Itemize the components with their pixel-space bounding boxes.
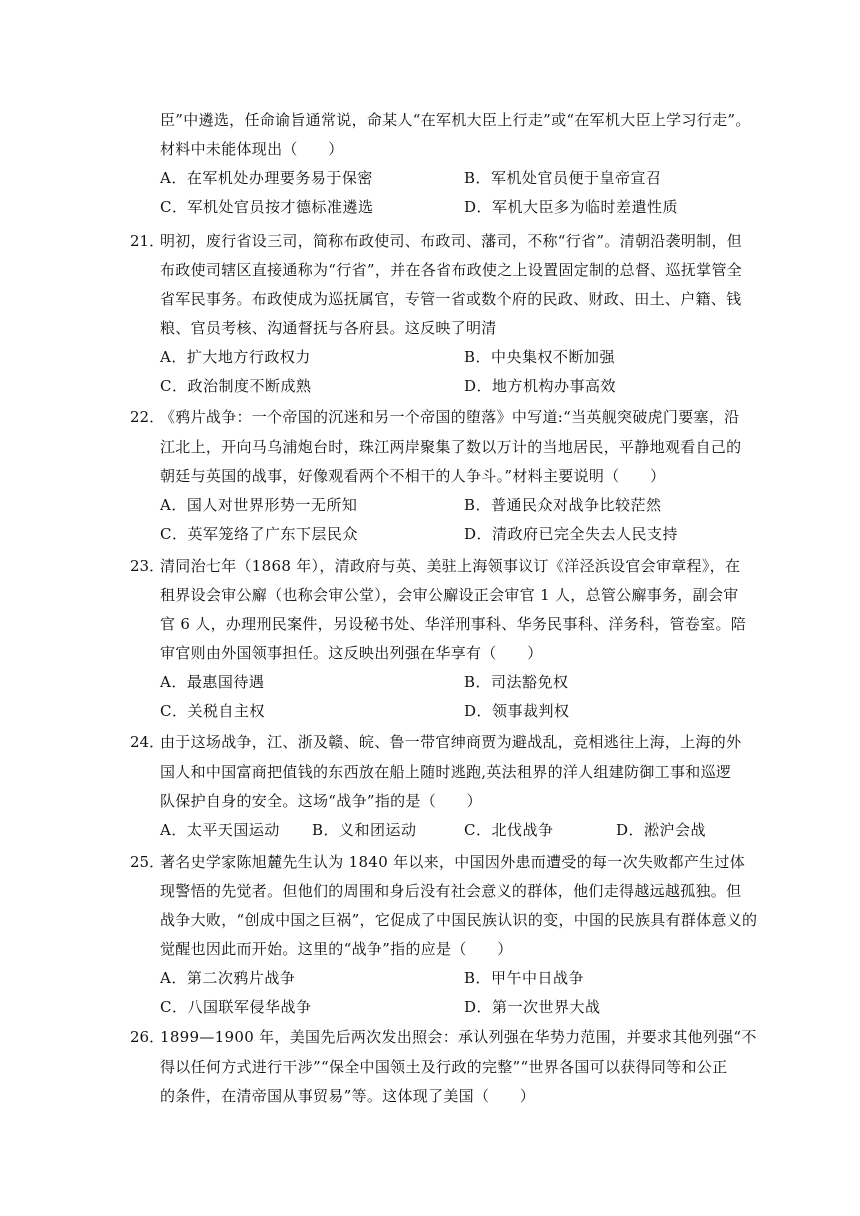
option-b: B．中央集权不断加强 — [464, 348, 616, 366]
option-a: A．在军机处办理要务易于保密 — [160, 169, 373, 187]
question-number: 24． — [130, 733, 165, 751]
option-d: D．领事裁判权 — [464, 702, 570, 720]
option-a: A．扩大地方行政权力 — [160, 348, 311, 366]
question-text-line: 明初，废行省设三司，简称布政使司、布政司、藩司，不称“行省”。清朝沿袭明制，但 — [160, 232, 743, 250]
option-a: A．太平天国运动 — [160, 821, 280, 839]
question-text-line: 朝廷与英国的战事，好像观看两个不相干的人争斗。”材料主要说明（ ） — [160, 467, 666, 485]
option-d: D．第一次世界大战 — [464, 998, 601, 1016]
question-text-line: 1899—1900 年，美国先后两次发出照会：承认列强在华势力范围，并要求其他列强“不 — [160, 1028, 757, 1046]
question-number: 23． — [130, 557, 165, 575]
option-d: D．军机大臣多为临时差遣性质 — [464, 198, 679, 216]
question-text-line: 队保护自身的安全。这场“战争”指的是（ ） — [160, 792, 482, 810]
question-number: 21． — [130, 232, 165, 250]
option-b: B．普通民众对战争比较茫然 — [464, 496, 662, 514]
option-a: A．国人对世界形势一无所知 — [160, 496, 358, 514]
option-c: C．政治制度不断成熟 — [160, 377, 312, 395]
option-c: C．北伐战争 — [464, 821, 554, 839]
question-number: 22． — [130, 408, 165, 426]
option-c: C．英军笼络了广东下层民众 — [160, 525, 358, 543]
question-text-line: 的条件，在清帝国从事贸易”等。这体现了美国（ ） — [160, 1087, 536, 1105]
question-text-line: 江北上，开向马乌浦炮台时，珠江两岸聚集了数以万计的当地居民，平静地观看自己的 — [160, 438, 742, 456]
question-text-line: 租界设会审公廨（也称会审公堂），会审公廨设正会审官 1 人，总管公廨事务，副会审 — [160, 586, 739, 604]
option-b: B．司法豁免权 — [464, 673, 569, 691]
option-c: C．八国联军侵华战争 — [160, 998, 312, 1016]
question-text-line: 粮、官员考核、沟通督抚与各府县。这反映了明清 — [160, 319, 497, 337]
option-b: B．义和团运动 — [312, 821, 417, 839]
question-number: 25． — [130, 853, 165, 871]
question-text-line: 现警悟的先觉者。但他们的周围和身后没有社会意义的群体，他们走得越远越孤独。但 — [160, 882, 742, 900]
option-d: D．地方机构办事高效 — [464, 377, 617, 395]
question-text-line: 清同治七年（1868 年），清政府与英、美驻上海领事议订《洋泾浜设官会审章程》，在 — [160, 557, 741, 575]
option-c: C．关税自主权 — [160, 702, 265, 720]
question-text-line: 官 6 人，办理刑民案件，另设秘书处、华洋刑事科、华务民事科、洋务科，管卷室。陪 — [160, 615, 747, 633]
question-text-line: 战争大败，“创成中国之巨祸”，它促成了中国民族认识的变，中国的民族具有群体意义的 — [160, 911, 758, 929]
question-text-line: 由于这场战争，江、浙及赣、皖、鲁一带官绅商贾为避战乱，竞相逃往上海，上海的外 — [160, 733, 742, 751]
question-text-line: 省军民事务。布政使成为巡抚属官，专管一省或数个府的民政、财政、田土、户籍、钱 — [160, 290, 742, 308]
question-text-line: 审官则由外国领事担任。这反映出列强在华享有（ ） — [160, 644, 543, 662]
question-text-line: 布政使司辖区直接通称为“行省”，并在各省布政使之上设置固定制的总督、巡抚掌管全 — [160, 261, 743, 279]
question-text-line: 国人和中国富商把值钱的东西放在船上随时逃跑,英法租界的洋人组建防御工事和巡逻 — [160, 763, 732, 781]
option-a: A．最惠国待遇 — [160, 673, 265, 691]
question-text-line: 臣”中遴选，任命谕旨通常说，命某人“在军机大臣上行走”或“在军机大臣上学习行走”。 — [160, 111, 751, 129]
question-text-line: 著名史学家陈旭麓先生认为 1840 年以来，中国因外患而遭受的每一次失败都产生过体 — [160, 853, 746, 871]
option-c: C．军机处官员按才德标准遴选 — [160, 198, 374, 216]
option-d: D．清政府已完全失去人民支持 — [464, 525, 679, 543]
option-b: B．甲午中日战争 — [464, 969, 585, 987]
question-text-line: 《鸦片战争：一个帝国的沉迷和另一个帝国的堕落》中写道:“当英舰突破虎门要塞，沿 — [160, 408, 740, 426]
option-b: B．军机处官员便于皇帝宣召 — [464, 169, 662, 187]
question-number: 26． — [130, 1028, 165, 1046]
question-text-line: 材料中未能体现出（ ） — [160, 140, 344, 158]
option-d: D．淞沪会战 — [616, 821, 707, 839]
option-a: A．第二次鸦片战争 — [160, 969, 296, 987]
question-text-line: 觉醒也因此而开始。这里的“战争”指的应是（ ） — [160, 940, 513, 958]
question-text-line: 得以任何方式进行干涉”“保全中国领土及行政的完整”“世界各国可以获得同等和公正 — [160, 1058, 728, 1076]
